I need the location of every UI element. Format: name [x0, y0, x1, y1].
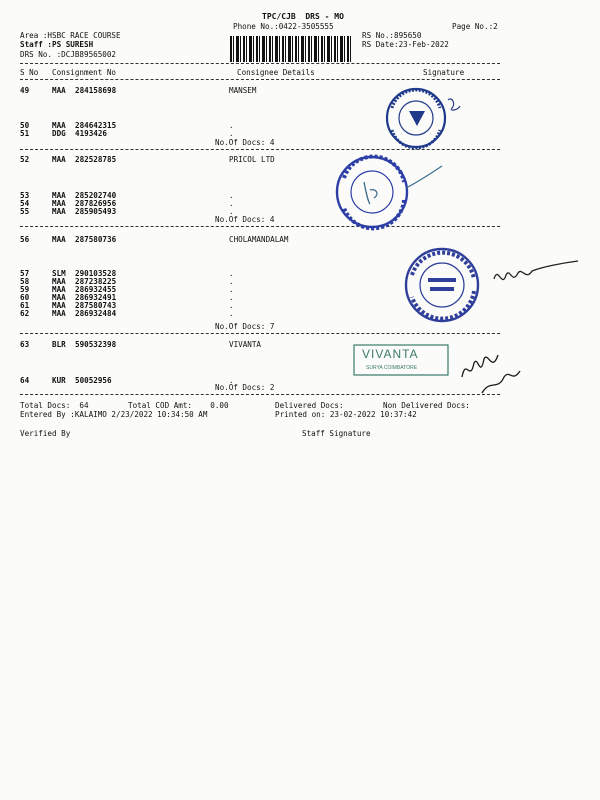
row-sno: 61 — [20, 301, 30, 310]
row-consignee: PRICOL LTD — [229, 155, 275, 164]
divider — [20, 79, 500, 80]
row-number: 282528785 — [75, 155, 117, 164]
row-number: 286932484 — [75, 309, 117, 318]
row-sno: 62 — [20, 309, 30, 318]
row-consignee: . — [229, 309, 234, 318]
row-consignee: . — [229, 129, 234, 138]
svg-text:SURYA COIMBATORE: SURYA COIMBATORE — [366, 365, 418, 371]
row-consignee: . — [229, 293, 234, 302]
rs-date: RS Date:23-Feb-2022 — [362, 40, 449, 49]
group-doc-count: No.Of Docs: 2 — [215, 383, 275, 392]
hotel-stamp — [352, 343, 552, 399]
row-code: MAA — [52, 293, 66, 302]
row-number: 287238225 — [75, 277, 117, 286]
row-sno: 50 — [20, 121, 30, 130]
row-code: MAA — [52, 86, 66, 95]
row-consignee: . — [229, 199, 234, 208]
row-code: MAA — [52, 191, 66, 200]
row-code: MAA — [52, 207, 66, 216]
page-number: Page No.:2 — [452, 22, 498, 31]
row-code: MAA — [52, 309, 66, 318]
total-docs: Total Docs: 64 — [20, 401, 89, 410]
group-doc-count: No.Of Docs: 4 — [215, 138, 275, 147]
row-sno: 63 — [20, 340, 30, 349]
row-consignee: MANSEM — [229, 86, 257, 95]
rs-number: RS No.:895650 — [362, 31, 422, 40]
row-consignee: CHOLAMANDALAM — [229, 235, 289, 244]
row-number: 590532398 — [75, 340, 117, 349]
row-number: 50052956 — [75, 376, 112, 385]
row-sno: 55 — [20, 207, 30, 216]
row-number: 287580736 — [75, 235, 117, 244]
delivered-docs: Delivered Docs: — [275, 401, 344, 410]
row-sno: 53 — [20, 191, 30, 200]
row-consignee: . — [229, 376, 234, 385]
row-number: 287826956 — [75, 199, 117, 208]
drs-number: DRS No. :DCJB89565002 — [20, 50, 117, 59]
area-label: Area :HSBC RACE COURSE — [20, 31, 121, 40]
row-code: MAA — [52, 301, 66, 310]
group-doc-count: No.Of Docs: 4 — [215, 215, 275, 224]
svg-text:VIVANTA: VIVANTA — [362, 347, 419, 361]
verified-by: Verified By — [20, 429, 71, 438]
row-sno: 64 — [20, 376, 30, 385]
row-consignee: . — [229, 207, 234, 216]
divider — [20, 333, 500, 334]
row-code: KUR — [52, 376, 66, 385]
row-number: 286932491 — [75, 293, 117, 302]
row-sno: 58 — [20, 277, 30, 286]
company-seal-stamp — [372, 86, 468, 152]
row-code: MAA — [52, 199, 66, 208]
row-sno: 51 — [20, 129, 30, 138]
divider — [20, 63, 500, 64]
phone-number: Phone No.:0422-3505555 — [233, 22, 334, 31]
group-doc-count: No.Of Docs: 7 — [215, 322, 275, 331]
row-consignee: . — [229, 285, 234, 294]
row-code: SLM — [52, 269, 66, 278]
row-code: DDG — [52, 129, 66, 138]
row-number: 4193426 — [75, 129, 108, 138]
col-header-sno: S No — [20, 68, 39, 77]
row-consignee: . — [229, 191, 234, 200]
report-title: TPC/CJB DRS - MO — [262, 12, 344, 21]
company-seal-stamp — [330, 152, 450, 236]
row-number: 284158698 — [75, 86, 117, 95]
staff-signature-label: Staff Signature — [302, 429, 371, 438]
company-seal-stamp — [402, 245, 582, 329]
row-code: BLR — [52, 340, 66, 349]
row-code: MAA — [52, 277, 66, 286]
row-code: MAA — [52, 235, 66, 244]
row-code: MAA — [52, 121, 66, 130]
row-sno: 59 — [20, 285, 30, 294]
total-cod-amount: Total COD Amt: 0.00 — [128, 401, 229, 410]
row-number: 285905493 — [75, 207, 117, 216]
row-consignee: VIVANTA — [229, 340, 262, 349]
row-consignee: . — [229, 269, 234, 278]
row-number: 290103528 — [75, 269, 117, 278]
row-sno: 60 — [20, 293, 30, 302]
entered-by: Entered By :KALAIMO 2/23/2022 10:34:50 AM — [20, 410, 208, 419]
row-sno: 49 — [20, 86, 30, 95]
row-number: 285202740 — [75, 191, 117, 200]
barcode — [230, 36, 353, 62]
row-number: 286932455 — [75, 285, 117, 294]
row-sno: 57 — [20, 269, 30, 278]
row-sno: 54 — [20, 199, 30, 208]
row-code: MAA — [52, 285, 66, 294]
row-number: 284642315 — [75, 121, 117, 130]
row-consignee: . — [229, 121, 234, 130]
row-sno: 56 — [20, 235, 30, 244]
col-header-signature: Signature — [423, 68, 465, 77]
non-delivered-docs: Non Delivered Docs: — [383, 401, 470, 410]
printed-on: Printed on: 23-02-2022 10:37:42 — [275, 410, 417, 419]
col-header-consignee: Consignee Details — [237, 68, 315, 77]
row-consignee: . — [229, 277, 234, 286]
col-header-consignment: Consignment No — [52, 68, 117, 77]
row-consignee: . — [229, 301, 234, 310]
row-code: MAA — [52, 155, 66, 164]
row-sno: 52 — [20, 155, 30, 164]
staff-label: Staff :PS SURESH — [20, 40, 94, 49]
row-number: 287580743 — [75, 301, 117, 310]
